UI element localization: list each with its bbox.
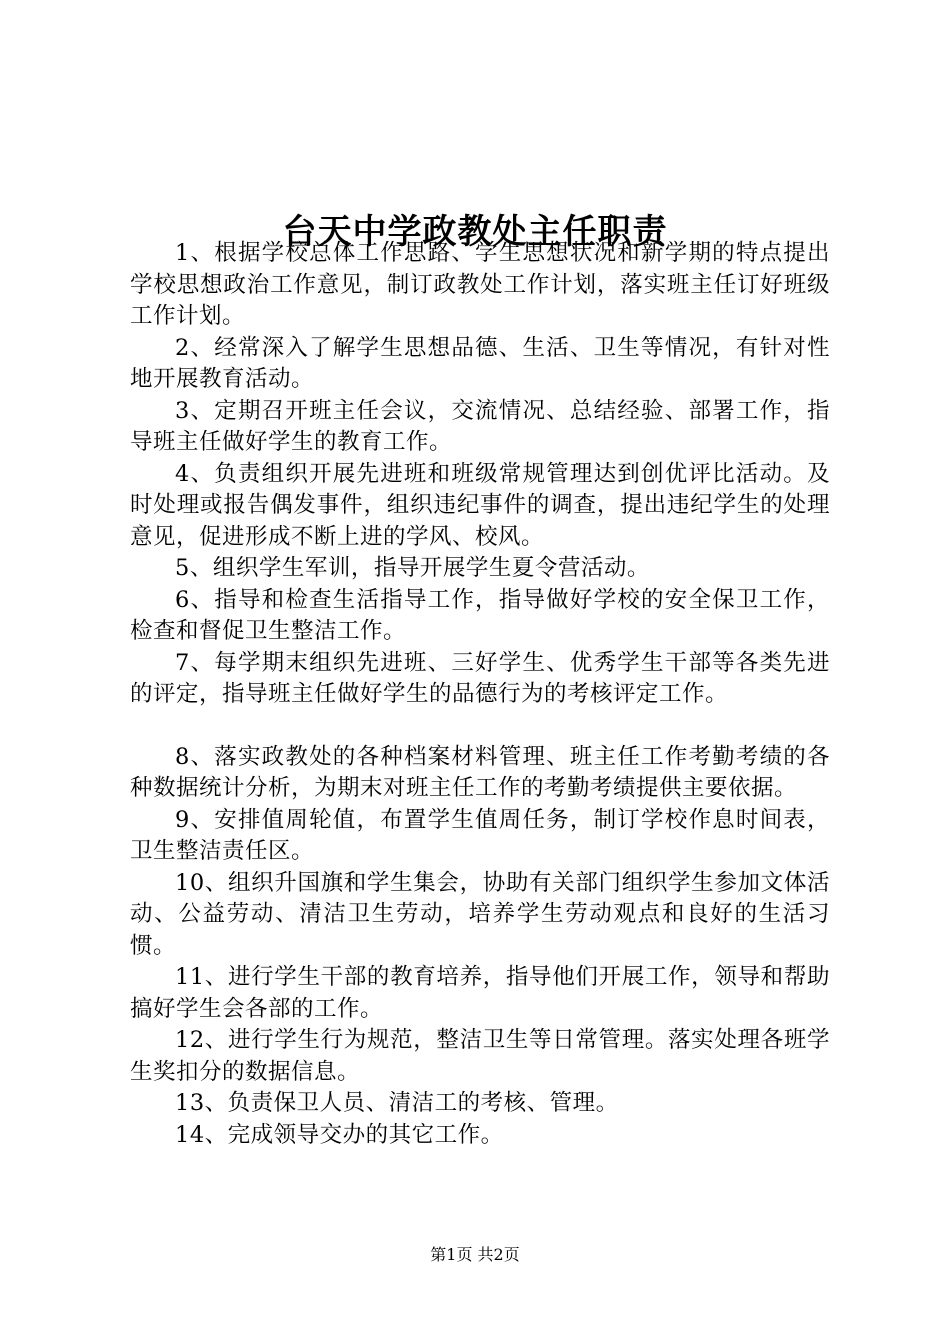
duty-item-12: 12、进行学生行为规范，整洁卫生等日常管理。落实处理各班学生奖扣分的数据信息。 [130, 1027, 830, 1085]
duty-item-1: 1、根据学校总体工作思路、学生思想状况和新学期的特点提出学校思想政治工作意见，制订政教处工作计划，落实班主任订好班级工作计划。 [130, 240, 830, 329]
duty-item-3: 3、定期召开班主任会议，交流情况、总结经验、部署工作，指导班主任做好学生的教育工作。 [130, 397, 830, 455]
duty-item-8: 8、落实政教处的各种档案材料管理、班主任工作考勤考绩的各种数据统计分析，为期末对班主任工作的考勤考绩提供主要依据。 [130, 743, 830, 801]
duty-item-6: 6、指导和检查生活指导工作，指导做好学校的安全保卫工作，检查和督促卫生整洁工作。 [130, 586, 830, 644]
duty-item-7: 7、每学期末组织先进班、三好学生、优秀学生干部等各类先进的评定，指导班主任做好学生的品德行为的考核评定工作。 [130, 649, 830, 707]
duty-item-9: 9、安排值周轮值，布置学生值周任务，制订学校作息时间表，卫生整洁责任区。 [130, 806, 830, 864]
document-body [130, 238, 830, 1151]
duty-item-11: 11、进行学生干部的教育培养，指导他们开展工作，领导和帮助搞好学生会各部的工作。 [130, 964, 830, 1022]
duty-item-14: 14、完成领导交办的其它工作。 [175, 1121, 504, 1148]
duty-item-4: 4、负责组织开展先进班和班级常规管理达到创优评比活动。及时处理或报告偶发事件，组织违纪事件的调查，提出违纪学生的处理意见，促进形成不断上进的学风、校风。 [130, 460, 830, 550]
page-footer: 第1页 共2页 [430, 1245, 520, 1264]
duty-item-13: 13、负责保卫人员、清洁工的考核、管理。 [175, 1090, 619, 1116]
duty-item-2: 2、经常深入了解学生思想品德、生活、卫生等情况，有针对性地开展教育活动。 [130, 334, 830, 392]
duty-item-5: 5、组织学生军训，指导开展学生夏令营活动。 [175, 555, 650, 581]
document-title: 台天中学政教处主任职责 [282, 211, 668, 252]
duty-item-10: 10、组织升国旗和学生集会，协助有关部门组织学生参加文体活动、公益劳动、清洁卫生劳动，培养学生劳动观点和良好的生活习惯。 [130, 869, 830, 959]
